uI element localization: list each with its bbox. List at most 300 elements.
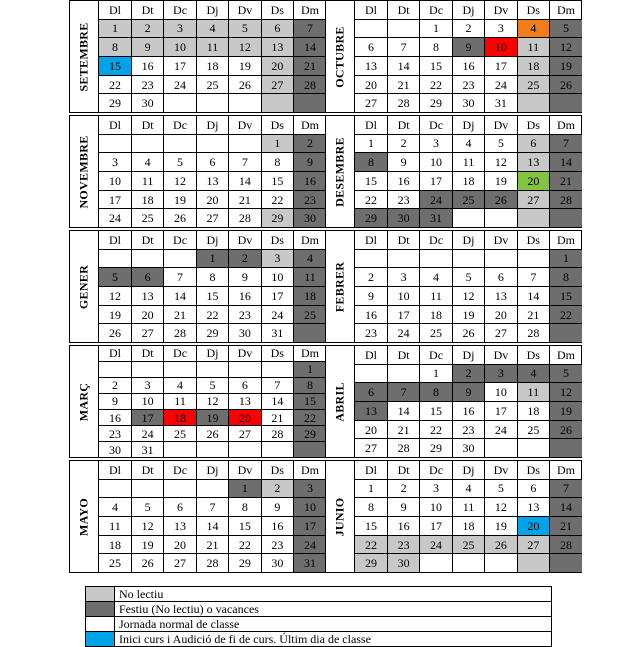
- day-cell: 14: [387, 56, 419, 75]
- empty-day-cell: [294, 94, 326, 112]
- day-cell: 23: [294, 190, 326, 209]
- day-cell: 30: [387, 554, 419, 572]
- week-row: [99, 516, 326, 535]
- empty-day-cell: [261, 361, 293, 377]
- weekday-header: Dl: [355, 116, 387, 134]
- week-row: [355, 479, 582, 498]
- empty-day-cell: [196, 94, 228, 112]
- week-row: [355, 19, 582, 38]
- day-cell: 19: [229, 56, 261, 75]
- day-cell: 8: [196, 268, 228, 287]
- day-cell: 5: [550, 19, 582, 38]
- day-cell: 7: [196, 498, 228, 517]
- weekday-header: Dj: [196, 346, 228, 361]
- day-cell: 10: [164, 38, 196, 57]
- day-cell: 4: [517, 364, 549, 383]
- day-cell: 10: [99, 171, 131, 190]
- day-cell: 16: [294, 171, 326, 190]
- day-cell: 8: [229, 498, 261, 517]
- day-cell: 21: [164, 305, 196, 324]
- day-cell: 10: [485, 383, 517, 402]
- weekday-header-row: [99, 116, 326, 134]
- weekday-header: Dc: [420, 116, 452, 134]
- week-row: [355, 420, 582, 439]
- empty-day-cell: [196, 479, 228, 498]
- day-cell: 2: [387, 479, 419, 498]
- day-cell: 7: [387, 38, 419, 57]
- day-cell: 12: [550, 383, 582, 402]
- day-cell: 27: [485, 324, 517, 342]
- week-row: [99, 426, 326, 442]
- weekday-header: Dc: [164, 116, 196, 134]
- day-cell: 8: [355, 153, 387, 172]
- week-row: [99, 134, 326, 153]
- weekday-header: Dt: [387, 1, 419, 19]
- empty-day-cell: [517, 439, 549, 457]
- week-row: [99, 190, 326, 209]
- day-cell: 2: [452, 19, 484, 38]
- weekday-header: Ds: [261, 1, 293, 19]
- day-cell: 12: [196, 393, 228, 409]
- day-cell: 19: [452, 305, 484, 324]
- day-cell: 23: [387, 535, 419, 554]
- day-cell: 29: [261, 209, 293, 227]
- weekday-header: Dl: [355, 1, 387, 19]
- legend-text: No lectiu: [115, 587, 552, 602]
- day-cell: 20: [517, 171, 549, 190]
- week-row: [99, 286, 326, 305]
- day-cell: 28: [261, 426, 293, 442]
- month-label: [70, 116, 99, 227]
- day-cell: 9: [452, 383, 484, 402]
- day-cell: 9: [355, 286, 387, 305]
- day-cell: 26: [550, 420, 582, 439]
- day-cell: 22: [229, 535, 261, 554]
- day-cell: 14: [550, 498, 582, 517]
- day-cell: 9: [99, 393, 131, 409]
- month-abril: [325, 345, 582, 458]
- weekday-header: Dv: [229, 461, 261, 479]
- empty-day-cell: [355, 19, 387, 38]
- day-cell: 2: [261, 479, 293, 498]
- month-mayo: [69, 460, 326, 573]
- day-cell: 24: [485, 420, 517, 439]
- day-cell: 29: [420, 439, 452, 457]
- day-cell: 4: [452, 134, 484, 153]
- empty-day-cell: [550, 324, 582, 342]
- day-cell: 26: [485, 535, 517, 554]
- month-febrer: [325, 230, 582, 343]
- day-cell: 17: [99, 190, 131, 209]
- day-cell: 18: [196, 56, 228, 75]
- empty-day-cell: [261, 442, 293, 457]
- legend-text: Festiu (No lectiu) o vacances: [115, 602, 552, 617]
- day-cell: 30: [99, 442, 131, 457]
- day-cell: 12: [131, 516, 163, 535]
- week-row: [355, 171, 582, 190]
- day-cell: 5: [452, 268, 484, 287]
- weekday-header: Dt: [131, 231, 163, 249]
- day-cell: 13: [517, 153, 549, 172]
- day-cell: 8: [294, 377, 326, 393]
- empty-day-cell: [452, 554, 484, 572]
- empty-day-cell: [131, 479, 163, 498]
- day-cell: 8: [420, 38, 452, 57]
- month-name: MAYO: [76, 497, 91, 536]
- month-gener: [69, 230, 326, 343]
- empty-day-cell: [164, 249, 196, 268]
- day-cell: 30: [452, 439, 484, 457]
- day-cell: 13: [164, 516, 196, 535]
- week-row: [99, 19, 326, 38]
- day-cell: 27: [517, 535, 549, 554]
- day-cell: 21: [294, 56, 326, 75]
- weekday-header: Dt: [131, 346, 163, 361]
- weekday-header: Dj: [452, 461, 484, 479]
- day-cell: 2: [355, 268, 387, 287]
- day-cell: 8: [420, 383, 452, 402]
- day-cell: 20: [517, 516, 549, 535]
- month-label: [70, 346, 99, 457]
- day-cell: 4: [196, 19, 228, 38]
- empty-day-cell: [452, 209, 484, 227]
- day-cell: 18: [517, 401, 549, 420]
- week-row: [355, 94, 582, 112]
- weekday-header: Dl: [99, 231, 131, 249]
- day-cell: 13: [261, 38, 293, 57]
- weekday-header: Dj: [452, 116, 484, 134]
- day-cell: 17: [387, 305, 419, 324]
- week-row: [355, 38, 582, 57]
- day-cell: 6: [164, 498, 196, 517]
- day-cell: 3: [387, 268, 419, 287]
- month-name: GENER: [76, 264, 91, 309]
- day-cell: 2: [294, 134, 326, 153]
- weekday-header: Dm: [550, 116, 582, 134]
- day-cell: 29: [294, 426, 326, 442]
- weekday-header: Dm: [550, 461, 582, 479]
- day-cell: 7: [229, 153, 261, 172]
- day-cell: 24: [131, 426, 163, 442]
- empty-day-cell: [164, 361, 196, 377]
- day-cell: 9: [294, 153, 326, 172]
- day-cell: 1: [99, 19, 131, 38]
- month-grid: [355, 346, 582, 457]
- day-cell: 22: [99, 75, 131, 94]
- day-cell: 22: [420, 420, 452, 439]
- week-row: [355, 439, 582, 457]
- week-row: [355, 134, 582, 153]
- month-desembre: [325, 115, 582, 228]
- day-cell: 14: [517, 286, 549, 305]
- month-name: OCTUBRE: [332, 25, 347, 88]
- legend-text: Inici curs i Audició de fi de curs. Últim dia de classe: [115, 632, 552, 647]
- week-row: [99, 498, 326, 517]
- weekday-header: Dc: [420, 346, 452, 364]
- empty-day-cell: [131, 249, 163, 268]
- week-row: [355, 498, 582, 517]
- day-cell: 8: [550, 268, 582, 287]
- month-label: [326, 346, 355, 457]
- day-cell: 27: [131, 324, 163, 342]
- week-row: [99, 171, 326, 190]
- empty-day-cell: [387, 249, 419, 268]
- weekday-header: Dt: [387, 231, 419, 249]
- weekday-header-row: [355, 116, 582, 134]
- weekday-header: Dl: [99, 116, 131, 134]
- day-cell: 28: [164, 324, 196, 342]
- day-cell: 17: [420, 516, 452, 535]
- day-cell: 11: [164, 393, 196, 409]
- day-cell: 23: [452, 75, 484, 94]
- day-cell: 19: [550, 401, 582, 420]
- weekday-header-row: [355, 231, 582, 249]
- day-cell: 24: [420, 535, 452, 554]
- day-cell: 4: [452, 479, 484, 498]
- day-cell: 3: [485, 364, 517, 383]
- month-name: SETEMBRE: [76, 21, 91, 92]
- legend-swatch: [86, 617, 115, 632]
- day-cell: 27: [164, 554, 196, 572]
- weekday-header-row: [99, 461, 326, 479]
- weekday-header: Dj: [196, 231, 228, 249]
- day-cell: 22: [261, 190, 293, 209]
- day-cell: 2: [387, 134, 419, 153]
- empty-day-cell: [355, 364, 387, 383]
- month-junio: [325, 460, 582, 573]
- day-cell: 16: [387, 171, 419, 190]
- day-cell: 3: [99, 153, 131, 172]
- legend-row: [86, 602, 552, 617]
- day-cell: 18: [99, 535, 131, 554]
- weekday-header: Dc: [164, 1, 196, 19]
- day-cell: 18: [294, 286, 326, 305]
- month-name: DESEMBRE: [332, 136, 347, 207]
- day-cell: 5: [99, 268, 131, 287]
- day-cell: 21: [229, 190, 261, 209]
- week-row: [355, 516, 582, 535]
- weekday-header: Dl: [355, 231, 387, 249]
- day-cell: 30: [261, 554, 293, 572]
- week-row: [355, 153, 582, 172]
- weekday-header: Dm: [294, 346, 326, 361]
- day-cell: 20: [355, 420, 387, 439]
- weekday-header: Dv: [229, 231, 261, 249]
- month-grid: [99, 116, 326, 227]
- day-cell: 28: [550, 535, 582, 554]
- day-cell: 7: [294, 19, 326, 38]
- day-cell: 24: [294, 535, 326, 554]
- day-cell: 25: [164, 426, 196, 442]
- weekday-header: Dt: [387, 461, 419, 479]
- day-cell: 8: [355, 498, 387, 517]
- empty-day-cell: [517, 209, 549, 227]
- weekday-header: Dm: [550, 231, 582, 249]
- day-cell: 18: [131, 190, 163, 209]
- day-cell: 22: [355, 190, 387, 209]
- day-cell: 29: [355, 209, 387, 227]
- week-row: [99, 479, 326, 498]
- month-grid: [355, 461, 582, 572]
- day-cell: 11: [196, 38, 228, 57]
- month-grid: [99, 461, 326, 572]
- day-cell: 26: [99, 324, 131, 342]
- day-cell: 2: [99, 377, 131, 393]
- day-cell: 18: [452, 516, 484, 535]
- day-cell: 10: [261, 268, 293, 287]
- day-cell: 4: [164, 377, 196, 393]
- empty-day-cell: [229, 94, 261, 112]
- month-name: ABRIL: [332, 381, 347, 422]
- day-cell: 27: [517, 190, 549, 209]
- day-cell: 13: [131, 286, 163, 305]
- week-row: [99, 56, 326, 75]
- day-cell: 14: [387, 401, 419, 420]
- day-cell: 12: [229, 38, 261, 57]
- day-cell: 5: [229, 19, 261, 38]
- day-cell: 27: [355, 439, 387, 457]
- day-cell: 23: [99, 426, 131, 442]
- day-cell: 28: [196, 554, 228, 572]
- empty-day-cell: [164, 94, 196, 112]
- day-cell: 21: [261, 410, 293, 426]
- day-cell: 29: [355, 554, 387, 572]
- day-cell: 15: [420, 56, 452, 75]
- day-cell: 12: [485, 153, 517, 172]
- day-cell: 26: [485, 190, 517, 209]
- day-cell: 17: [485, 401, 517, 420]
- day-cell: 6: [355, 38, 387, 57]
- weekday-header-row: [99, 231, 326, 249]
- day-cell: 13: [355, 56, 387, 75]
- month-label: [326, 461, 355, 572]
- empty-day-cell: [517, 249, 549, 268]
- day-cell: 17: [261, 286, 293, 305]
- day-cell: 25: [294, 305, 326, 324]
- day-cell: 4: [131, 153, 163, 172]
- day-cell: 9: [387, 153, 419, 172]
- day-cell: 1: [229, 479, 261, 498]
- day-cell: 25: [517, 75, 549, 94]
- day-cell: 6: [517, 479, 549, 498]
- day-cell: 9: [452, 38, 484, 57]
- weekday-header: Dj: [196, 1, 228, 19]
- day-cell: 17: [164, 56, 196, 75]
- day-cell: 23: [131, 75, 163, 94]
- day-cell: 24: [485, 75, 517, 94]
- day-cell: 9: [131, 38, 163, 57]
- week-row: [99, 38, 326, 57]
- day-cell: 4: [517, 19, 549, 38]
- empty-day-cell: [550, 209, 582, 227]
- empty-day-cell: [550, 94, 582, 112]
- day-cell: 15: [294, 393, 326, 409]
- day-cell: 26: [550, 75, 582, 94]
- day-cell: 19: [196, 410, 228, 426]
- day-cell: 23: [261, 535, 293, 554]
- month-grid: [355, 231, 582, 342]
- day-cell: 1: [355, 479, 387, 498]
- day-cell: 28: [387, 439, 419, 457]
- day-cell: 3: [261, 249, 293, 268]
- day-cell: 26: [452, 324, 484, 342]
- day-cell: 15: [420, 401, 452, 420]
- empty-day-cell: [196, 361, 228, 377]
- month-label: [326, 1, 355, 112]
- day-cell: 20: [229, 410, 261, 426]
- weekday-header: Dm: [294, 116, 326, 134]
- empty-day-cell: [294, 442, 326, 457]
- day-cell: 14: [550, 153, 582, 172]
- day-cell: 6: [517, 134, 549, 153]
- weekday-header-row: [99, 1, 326, 19]
- day-cell: 13: [485, 286, 517, 305]
- day-cell: 7: [517, 268, 549, 287]
- day-cell: 22: [355, 535, 387, 554]
- day-cell: 17: [485, 56, 517, 75]
- day-cell: 1: [294, 361, 326, 377]
- weekday-header: Dv: [485, 231, 517, 249]
- day-cell: 7: [550, 479, 582, 498]
- week-row: [355, 401, 582, 420]
- month-grid: [99, 346, 326, 457]
- day-cell: 6: [196, 153, 228, 172]
- weekday-header-row: [355, 346, 582, 364]
- weekday-header: Dl: [99, 461, 131, 479]
- day-cell: 10: [387, 286, 419, 305]
- weekday-header: Ds: [517, 116, 549, 134]
- day-cell: 27: [261, 75, 293, 94]
- week-row: [99, 442, 326, 457]
- weekday-header: Dc: [420, 461, 452, 479]
- week-row: [355, 75, 582, 94]
- weekday-header: Ds: [261, 116, 293, 134]
- day-cell: 19: [99, 305, 131, 324]
- weekday-header: Dm: [550, 346, 582, 364]
- day-cell: 10: [294, 498, 326, 517]
- day-cell: 12: [164, 171, 196, 190]
- day-cell: 5: [196, 377, 228, 393]
- weekday-header: Dt: [387, 116, 419, 134]
- week-row: [355, 364, 582, 383]
- day-cell: 13: [229, 393, 261, 409]
- day-cell: 22: [196, 305, 228, 324]
- empty-day-cell: [99, 249, 131, 268]
- month-label: [326, 116, 355, 227]
- weekday-header-row: [355, 461, 582, 479]
- weekday-header: Dl: [355, 461, 387, 479]
- day-cell: 20: [164, 535, 196, 554]
- day-cell: 7: [164, 268, 196, 287]
- weekday-header: Ds: [261, 346, 293, 361]
- day-cell: 25: [131, 209, 163, 227]
- month-label: [70, 1, 99, 112]
- day-cell: 1: [420, 19, 452, 38]
- day-cell: 1: [196, 249, 228, 268]
- day-cell: 17: [131, 410, 163, 426]
- week-row: [99, 410, 326, 426]
- empty-day-cell: [229, 442, 261, 457]
- empty-day-cell: [485, 554, 517, 572]
- empty-day-cell: [485, 209, 517, 227]
- day-cell: 3: [485, 19, 517, 38]
- day-cell: 21: [387, 75, 419, 94]
- day-cell: 11: [517, 38, 549, 57]
- day-cell: 26: [164, 209, 196, 227]
- day-cell: 20: [485, 305, 517, 324]
- month-grid: [99, 1, 326, 112]
- week-row: [355, 209, 582, 227]
